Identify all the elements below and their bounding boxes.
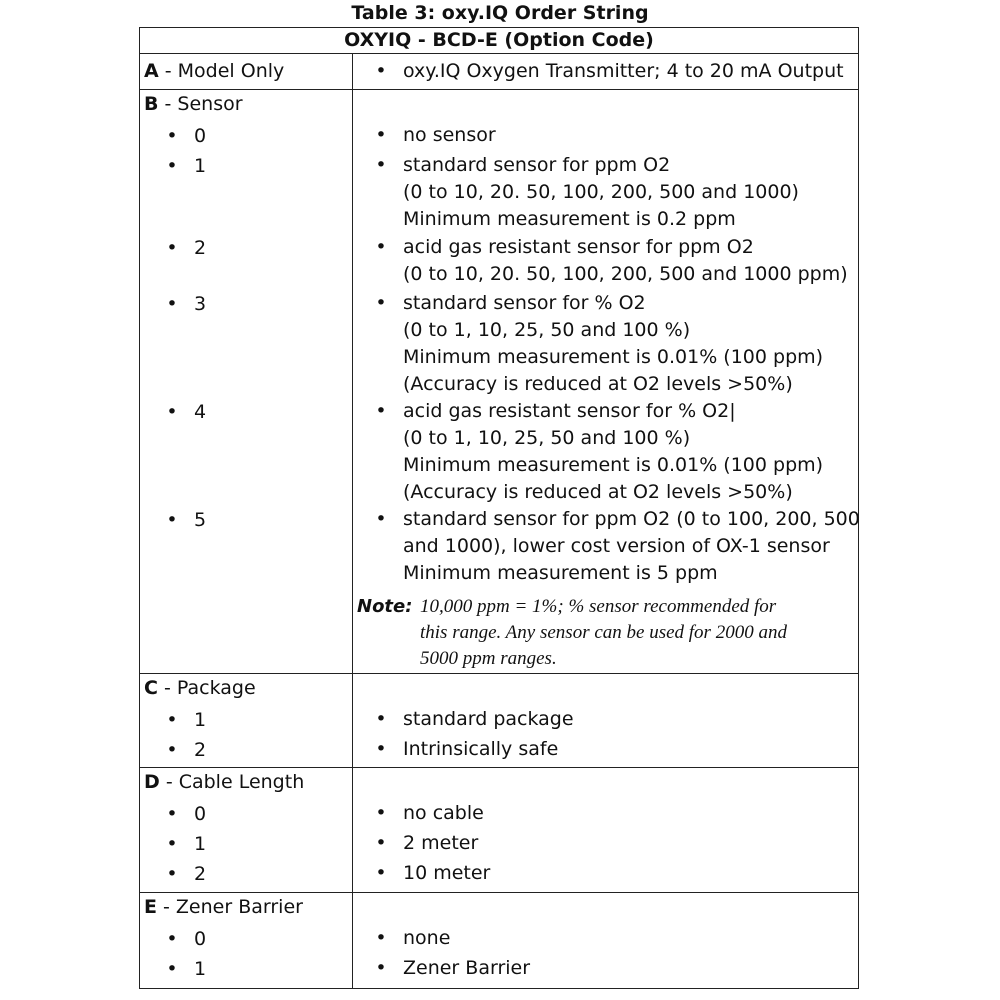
package-option-text: standard package [403, 708, 574, 730]
sensor-code-3 [144, 290, 352, 398]
bullet-icon: • [375, 292, 387, 314]
sensor-option-line: standard sensor for % O2 [403, 292, 646, 314]
row-b-heading [144, 90, 352, 118]
bullet-icon: • [166, 401, 178, 423]
sensor-option-line: standard sensor for ppm O2 (0 to 100, 200, 500 [403, 508, 860, 530]
bullet-icon: • [166, 293, 178, 315]
sensor-code: 4 [194, 401, 207, 423]
cable-code-0 [144, 800, 352, 830]
cable-option-text: no cable [403, 802, 484, 824]
row-a-label: - Model Only [158, 60, 285, 82]
sensor-option-line: acid gas resistant sensor for % O2| [403, 400, 736, 422]
bullet-icon: • [375, 236, 387, 258]
cable-option-text: 10 meter [403, 862, 491, 884]
package-code-1 [144, 706, 352, 736]
package-code-2 [144, 736, 352, 766]
sensor-option-line: no sensor [403, 124, 496, 146]
row-b-value-cell [353, 90, 859, 674]
bullet-icon: • [166, 709, 178, 731]
row-a-option [353, 57, 858, 85]
bullet-icon: • [375, 957, 387, 979]
zener-option-text: Zener Barrier [403, 957, 531, 979]
row-e-value-cell [353, 893, 859, 989]
zener-code: 0 [194, 928, 207, 950]
row-a-letter: A [144, 60, 159, 82]
sensor-code-1 [144, 152, 352, 234]
package-option-1 [353, 706, 858, 736]
bullet-icon: • [375, 927, 387, 949]
sensor-option-line: (Accuracy is reduced at O2 levels >50%) [403, 373, 793, 395]
sensor-option-line: (0 to 1, 10, 25, 50 and 100 %) [403, 319, 691, 341]
row-a-label-cell [140, 54, 353, 90]
bullet-icon: • [375, 832, 387, 854]
sensor-option-line: (0 to 10, 20. 50, 100, 200, 500 and 1000) [403, 181, 799, 203]
note-line: 10,000 ppm = 1%; % sensor recommended for [420, 596, 777, 617]
sensor-note [353, 594, 858, 672]
sensor-option-4 [353, 398, 858, 506]
sensor-option-line: (Accuracy is reduced at O2 levels >50%) [403, 481, 793, 503]
bullet-icon: • [375, 124, 387, 146]
sensor-option-1 [353, 152, 858, 234]
note-label: Note: [357, 596, 413, 617]
sensor-option-line: Minimum measurement is 0.01% (100 ppm) [403, 454, 824, 476]
sensor-option-line: Minimum measurement is 0.2 ppm [403, 208, 736, 230]
sensor-code-4 [144, 398, 352, 506]
row-d-cable-length [140, 768, 859, 893]
sensor-code-5 [144, 506, 352, 534]
sensor-code-2 [144, 234, 352, 290]
sensor-option-line: Minimum measurement is 5 ppm [403, 562, 718, 584]
cable-option-text: 2 meter [403, 832, 479, 854]
package-option-2 [353, 736, 858, 766]
sensor-option-line: standard sensor for ppm O2 [403, 154, 671, 176]
row-c-value-cell [353, 674, 859, 768]
table-header-row [140, 28, 859, 54]
cable-code: 0 [194, 803, 207, 825]
sensor-code: 5 [194, 509, 207, 531]
sensor-code: 1 [194, 155, 207, 177]
cable-option-1 [353, 830, 858, 860]
zener-code-1 [144, 955, 352, 985]
row-c-heading [144, 674, 352, 702]
bullet-icon: • [375, 862, 387, 884]
zener-option-text: none [403, 927, 451, 949]
sensor-code: 0 [194, 125, 207, 147]
sensor-code: 3 [194, 293, 207, 315]
row-b-sensor [140, 90, 859, 674]
sensor-option-0 [353, 122, 858, 152]
row-d-value-cell [353, 768, 859, 893]
row-d-label: - Cable Length [159, 771, 305, 793]
cable-code: 2 [194, 863, 207, 885]
sensor-option-2 [353, 234, 858, 290]
sensor-option-line: acid gas resistant sensor for ppm O2 [403, 236, 754, 258]
zener-code: 1 [194, 958, 207, 980]
sensor-option-3 [353, 290, 858, 398]
sensor-option-line: Minimum measurement is 0.01% (100 ppm) [403, 346, 824, 368]
cable-option-0 [353, 800, 858, 830]
row-c-letter: C [144, 677, 158, 699]
sensor-code-0 [144, 122, 352, 152]
sensor-code: 2 [194, 237, 207, 259]
table-title: Table 3: oxy.IQ Order String [351, 2, 649, 24]
bullet-icon: • [166, 509, 178, 531]
bullet-icon: • [375, 508, 387, 530]
row-c-label-cell [140, 674, 353, 768]
row-b-label: - Sensor [158, 93, 243, 115]
bullet-icon: • [375, 708, 387, 730]
row-e-letter: E [144, 896, 157, 918]
note-line: 5000 ppm ranges. [420, 648, 557, 669]
row-a-model [140, 54, 859, 90]
bullet-icon: • [166, 958, 178, 980]
cable-code-2 [144, 860, 352, 890]
row-e-heading [144, 893, 352, 921]
row-b-label-cell [140, 90, 353, 674]
cable-code-1 [144, 830, 352, 860]
row-e-label-cell [140, 893, 353, 989]
bullet-icon: • [166, 155, 178, 177]
row-e-label: - Zener Barrier [156, 896, 303, 918]
bullet-icon: • [166, 863, 178, 885]
row-d-heading [144, 768, 352, 796]
bullet-icon: • [375, 400, 387, 422]
bullet-icon: • [166, 833, 178, 855]
package-code: 2 [194, 739, 207, 761]
row-d-letter: D [144, 771, 160, 793]
row-a-value-cell [353, 54, 859, 90]
bullet-icon: • [166, 928, 178, 950]
zener-code-0 [144, 925, 352, 955]
row-b-letter: B [144, 93, 159, 115]
package-option-text: Intrinsically safe [403, 738, 559, 760]
note-line: this range. Any sensor can be used for 2000 and [420, 622, 787, 643]
row-d-label-cell [140, 768, 353, 893]
sensor-option-5 [353, 506, 858, 588]
cable-code: 1 [194, 833, 207, 855]
bullet-icon: • [166, 237, 178, 259]
row-a-value: oxy.IQ Oxygen Transmitter; 4 to 20 mA Output [403, 60, 844, 82]
row-e-zener-barrier [140, 893, 859, 989]
bullet-icon: • [166, 739, 178, 761]
bullet-icon: • [375, 60, 387, 82]
bullet-icon: • [375, 802, 387, 824]
cable-option-2 [353, 860, 858, 890]
bullet-icon: • [166, 803, 178, 825]
sensor-option-line: (0 to 10, 20. 50, 100, 200, 500 and 1000 ppm) [403, 263, 848, 285]
table-header: OXYIQ - BCD-E (Option Code) [140, 28, 859, 54]
order-string-table [139, 27, 859, 989]
bullet-icon: • [166, 125, 178, 147]
zener-option-0 [353, 925, 858, 955]
bullet-icon: • [375, 154, 387, 176]
package-code: 1 [194, 709, 207, 731]
row-c-package [140, 674, 859, 768]
sensor-option-line: and 1000), lower cost version of OX-1 sensor [403, 535, 830, 557]
sensor-option-line: (0 to 1, 10, 25, 50 and 100 %) [403, 427, 691, 449]
row-c-label: - Package [157, 677, 256, 699]
zener-option-1 [353, 955, 858, 985]
bullet-icon: • [375, 738, 387, 760]
